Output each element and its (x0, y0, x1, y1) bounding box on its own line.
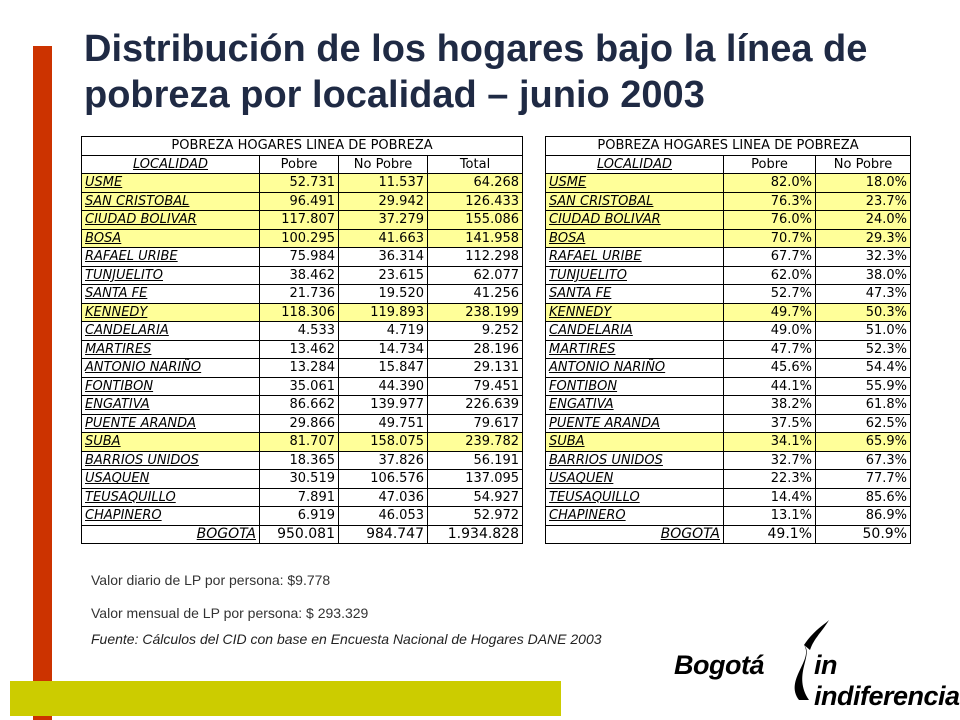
source-note: Fuente: Cálculos del CID con base en Encuesta Nacional de Hogares DANE 2003 (91, 631, 602, 647)
value-cell: 137.095 (428, 470, 523, 489)
column-header: No Pobre (816, 155, 911, 174)
column-header: LOCALIDAD (546, 155, 724, 174)
table-row (546, 192, 911, 211)
locality-name: USAQUEN (546, 470, 724, 489)
value-cell: 4.533 (260, 322, 339, 341)
locality-name: SUBA (82, 433, 260, 452)
value-cell: 28.196 (428, 340, 523, 359)
page-title: Distribución de los hogares bajo la línea de pobreza por localidad – junio 2003 (84, 28, 868, 116)
value-cell: 79.451 (428, 377, 523, 396)
value-cell: 11.537 (339, 174, 428, 193)
value-cell: 13.1% (724, 507, 816, 526)
value-cell: 22.3% (724, 470, 816, 489)
locality-name: SANTA FE (82, 285, 260, 304)
locality-name: PUENTE ARANDA (546, 414, 724, 433)
table-row (546, 396, 911, 415)
locality-name: MARTIRES (546, 340, 724, 359)
value-cell: 50.3% (816, 303, 911, 322)
value-cell: 139.977 (339, 396, 428, 415)
total-value: 50.9% (816, 525, 911, 544)
value-cell: 41.663 (339, 229, 428, 248)
value-cell: 62.0% (724, 266, 816, 285)
table-row (546, 414, 911, 433)
total-label: BOGOTA (82, 525, 260, 544)
table-row (82, 266, 523, 285)
locality-name: CHAPINERO (82, 507, 260, 526)
locality-name: KENNEDY (82, 303, 260, 322)
value-cell: 76.0% (724, 211, 816, 230)
value-cell: 56.191 (428, 451, 523, 470)
locality-name: ANTONIO NARIÑO (546, 359, 724, 378)
locality-name: TEUSAQUILLO (82, 488, 260, 507)
value-cell: 79.617 (428, 414, 523, 433)
locality-name: TUNJUELITO (546, 266, 724, 285)
value-cell: 46.053 (339, 507, 428, 526)
value-cell: 75.984 (260, 248, 339, 267)
locality-name: FONTIBON (546, 377, 724, 396)
table-row (82, 174, 523, 193)
table-row (82, 507, 523, 526)
locality-name: ENGATIVA (82, 396, 260, 415)
table-row (546, 248, 911, 267)
locality-name: CANDELARIA (82, 322, 260, 341)
value-cell: 15.847 (339, 359, 428, 378)
value-cell: 29.131 (428, 359, 523, 378)
value-cell: 239.782 (428, 433, 523, 452)
olive-accent-bar (10, 681, 561, 716)
value-cell: 226.639 (428, 396, 523, 415)
table-row (82, 359, 523, 378)
total-value: 984.747 (339, 525, 428, 544)
value-cell: 45.6% (724, 359, 816, 378)
table-row (546, 303, 911, 322)
value-cell: 64.268 (428, 174, 523, 193)
value-cell: 54.927 (428, 488, 523, 507)
table-row (546, 359, 911, 378)
value-cell: 62.077 (428, 266, 523, 285)
locality-name: USME (546, 174, 724, 193)
value-cell: 55.9% (816, 377, 911, 396)
table-row (546, 488, 911, 507)
table-row (546, 470, 911, 489)
table-row (82, 340, 523, 359)
value-cell: 86.662 (260, 396, 339, 415)
daily-lp-note: Valor diario de LP por persona: $9.778 (91, 572, 331, 588)
table-row (82, 470, 523, 489)
column-header: Pobre (260, 155, 339, 174)
locality-name: ENGATIVA (546, 396, 724, 415)
locality-name: KENNEDY (546, 303, 724, 322)
table-row (546, 266, 911, 285)
column-header: Total (428, 155, 523, 174)
table-header-row (82, 155, 523, 174)
table-caption: POBREZA HOGARES LINEA DE POBREZA (82, 137, 523, 156)
table-row (82, 451, 523, 470)
column-header: No Pobre (339, 155, 428, 174)
value-cell: 61.8% (816, 396, 911, 415)
logo-text-indiferencia: in indiferencia (814, 650, 960, 711)
value-cell: 4.719 (339, 322, 428, 341)
locality-name: CIUDAD BOLIVAR (82, 211, 260, 230)
value-cell: 112.298 (428, 248, 523, 267)
value-cell: 19.520 (339, 285, 428, 304)
value-cell: 100.295 (260, 229, 339, 248)
value-cell: 106.576 (339, 470, 428, 489)
table-caption-row (82, 137, 523, 156)
value-cell: 51.0% (816, 322, 911, 341)
table-row (82, 211, 523, 230)
value-cell: 117.807 (260, 211, 339, 230)
locality-name: TEUSAQUILLO (546, 488, 724, 507)
value-cell: 67.7% (724, 248, 816, 267)
locality-name: ANTONIO NARIÑO (82, 359, 260, 378)
locality-name: TUNJUELITO (82, 266, 260, 285)
value-cell: 155.086 (428, 211, 523, 230)
locality-name: CANDELARIA (546, 322, 724, 341)
value-cell: 238.199 (428, 303, 523, 322)
value-cell: 6.919 (260, 507, 339, 526)
value-cell: 23.615 (339, 266, 428, 285)
table-row (546, 340, 911, 359)
table-row (546, 229, 911, 248)
red-accent-bar (33, 46, 52, 720)
value-cell: 18.0% (816, 174, 911, 193)
table-row (82, 488, 523, 507)
locality-name: CIUDAD BOLIVAR (546, 211, 724, 230)
value-cell: 44.390 (339, 377, 428, 396)
value-cell: 21.736 (260, 285, 339, 304)
value-cell: 47.036 (339, 488, 428, 507)
value-cell: 52.3% (816, 340, 911, 359)
value-cell: 126.433 (428, 192, 523, 211)
table-row (82, 377, 523, 396)
table-row (546, 433, 911, 452)
value-cell: 82.0% (724, 174, 816, 193)
column-header: LOCALIDAD (82, 155, 260, 174)
households-count-table (81, 136, 523, 544)
value-cell: 118.306 (260, 303, 339, 322)
value-cell: 62.5% (816, 414, 911, 433)
table-row (546, 211, 911, 230)
value-cell: 119.893 (339, 303, 428, 322)
value-cell: 38.2% (724, 396, 816, 415)
locality-name: RAFAEL URIBE (546, 248, 724, 267)
locality-name: SANTA FE (546, 285, 724, 304)
value-cell: 14.734 (339, 340, 428, 359)
total-value: 1.934.828 (428, 525, 523, 544)
value-cell: 37.5% (724, 414, 816, 433)
total-row (82, 525, 523, 544)
value-cell: 76.3% (724, 192, 816, 211)
table-row (82, 303, 523, 322)
value-cell: 49.751 (339, 414, 428, 433)
locality-name: SAN CRISTOBAL (82, 192, 260, 211)
total-value: 49.1% (724, 525, 816, 544)
value-cell: 52.972 (428, 507, 523, 526)
total-value: 950.081 (260, 525, 339, 544)
value-cell: 86.9% (816, 507, 911, 526)
value-cell: 70.7% (724, 229, 816, 248)
value-cell: 67.3% (816, 451, 911, 470)
value-cell: 23.7% (816, 192, 911, 211)
table-row (546, 285, 911, 304)
value-cell: 49.0% (724, 322, 816, 341)
locality-name: BOSA (82, 229, 260, 248)
table-row (546, 451, 911, 470)
value-cell: 81.707 (260, 433, 339, 452)
households-percent-table (545, 136, 911, 544)
value-cell: 65.9% (816, 433, 911, 452)
locality-name: MARTIRES (82, 340, 260, 359)
locality-name: BARRIOS UNIDOS (82, 451, 260, 470)
locality-name: USAQUEN (82, 470, 260, 489)
value-cell: 96.491 (260, 192, 339, 211)
value-cell: 30.519 (260, 470, 339, 489)
column-header: Pobre (724, 155, 816, 174)
value-cell: 158.075 (339, 433, 428, 452)
table-row (82, 285, 523, 304)
locality-name: SUBA (546, 433, 724, 452)
value-cell: 29.866 (260, 414, 339, 433)
value-cell: 77.7% (816, 470, 911, 489)
value-cell: 85.6% (816, 488, 911, 507)
value-cell: 18.365 (260, 451, 339, 470)
value-cell: 38.0% (816, 266, 911, 285)
table-row (82, 414, 523, 433)
value-cell: 47.7% (724, 340, 816, 359)
value-cell: 7.891 (260, 488, 339, 507)
table-row (546, 174, 911, 193)
value-cell: 52.731 (260, 174, 339, 193)
value-cell: 29.942 (339, 192, 428, 211)
locality-name: FONTIBON (82, 377, 260, 396)
monthly-lp-note: Valor mensual de LP por persona: $ 293.329 (91, 605, 369, 621)
table-row (82, 192, 523, 211)
value-cell: 29.3% (816, 229, 911, 248)
value-cell: 13.284 (260, 359, 339, 378)
table-row (82, 433, 523, 452)
table-row (546, 377, 911, 396)
table-row (82, 396, 523, 415)
value-cell: 141.958 (428, 229, 523, 248)
value-cell: 9.252 (428, 322, 523, 341)
value-cell: 32.3% (816, 248, 911, 267)
value-cell: 36.314 (339, 248, 428, 267)
locality-name: BARRIOS UNIDOS (546, 451, 724, 470)
table-row (82, 248, 523, 267)
value-cell: 38.462 (260, 266, 339, 285)
value-cell: 37.826 (339, 451, 428, 470)
value-cell: 13.462 (260, 340, 339, 359)
locality-name: SAN CRISTOBAL (546, 192, 724, 211)
total-row (546, 525, 911, 544)
table-row (546, 507, 911, 526)
table-row (546, 322, 911, 341)
bogota-logo (664, 620, 960, 711)
value-cell: 35.061 (260, 377, 339, 396)
value-cell: 54.4% (816, 359, 911, 378)
total-label: BOGOTA (546, 525, 724, 544)
value-cell: 14.4% (724, 488, 816, 507)
locality-name: PUENTE ARANDA (82, 414, 260, 433)
value-cell: 37.279 (339, 211, 428, 230)
table-caption: POBREZA HOGARES LINEA DE POBREZA (546, 137, 911, 156)
table-row (82, 322, 523, 341)
value-cell: 32.7% (724, 451, 816, 470)
value-cell: 41.256 (428, 285, 523, 304)
value-cell: 49.7% (724, 303, 816, 322)
value-cell: 34.1% (724, 433, 816, 452)
table-header-row (546, 155, 911, 174)
value-cell: 44.1% (724, 377, 816, 396)
value-cell: 24.0% (816, 211, 911, 230)
table-caption-row (546, 137, 911, 156)
logo-text-bogota: Bogotá (674, 650, 764, 680)
value-cell: 52.7% (724, 285, 816, 304)
locality-name: RAFAEL URIBE (82, 248, 260, 267)
locality-name: BOSA (546, 229, 724, 248)
table-row (82, 229, 523, 248)
value-cell: 47.3% (816, 285, 911, 304)
locality-name: USME (82, 174, 260, 193)
locality-name: CHAPINERO (546, 507, 724, 526)
